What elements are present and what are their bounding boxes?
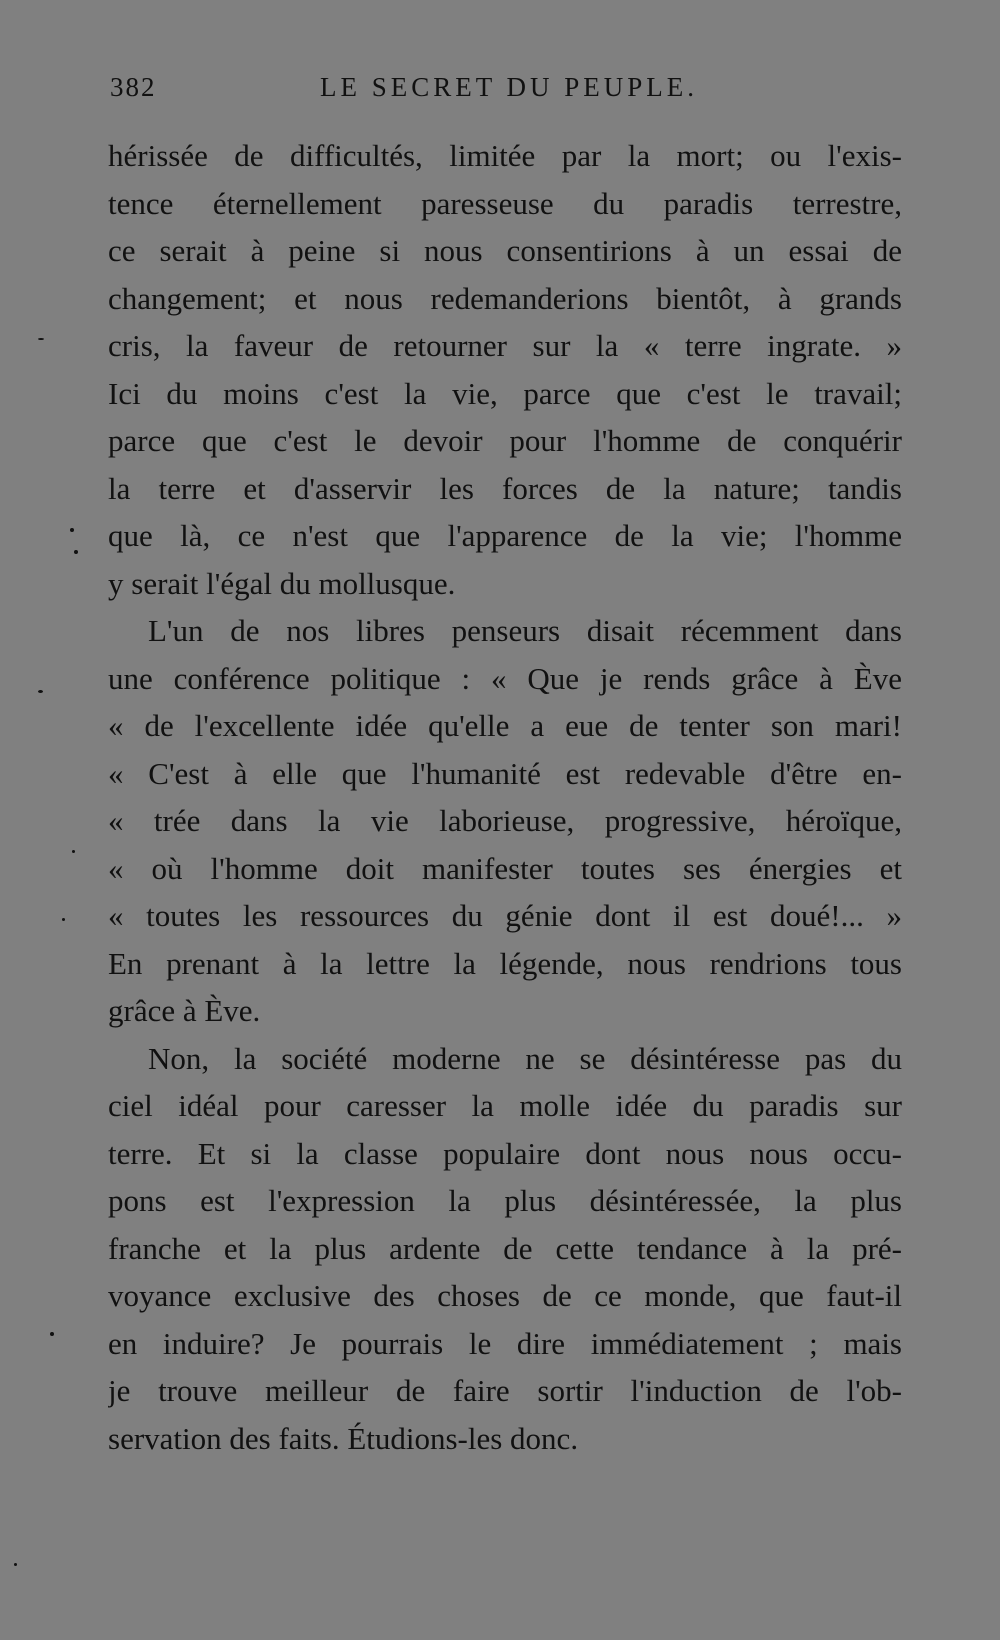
text-line: « trée dans la vie laborieuse, progressive, héroïque, bbox=[108, 803, 902, 838]
running-title: LE SECRET DU PEUPLE. bbox=[320, 72, 699, 102]
text-line: hérissée de difficultés, limitée par la mort; ou l'exis- bbox=[108, 138, 902, 173]
scan-speck bbox=[38, 690, 43, 693]
text-line: « toutes les ressources du génie dont il est doué!... » bbox=[108, 898, 902, 933]
text-line: « C'est à elle que l'humanité est redevable d'être en- bbox=[108, 755, 902, 791]
scan-speck bbox=[72, 850, 75, 853]
text-line: cris, la faveur de retourner sur la « terre ingrate. » bbox=[108, 328, 902, 363]
text-line: pons est l'expression la plus désintéressée, la plus bbox=[108, 1183, 902, 1218]
text-line: en induire? Je pourrais le dire immédiatement ; mais bbox=[108, 1325, 902, 1361]
text-line: grâce à Ève. bbox=[108, 993, 261, 1028]
text-line: la terre et d'asservir les forces de la nature; tandis bbox=[108, 470, 902, 506]
text-line: franche et la plus ardente de cette tendance à la pré- bbox=[108, 1230, 902, 1266]
text-line: « où l'homme doit manifester toutes ses énergies et bbox=[108, 850, 902, 886]
text-line: une conférence politique : « Que je rends grâce à Ève bbox=[108, 660, 902, 696]
text-line: Ici du moins c'est la vie, parce que c'est le travail; bbox=[108, 375, 902, 411]
text-line: « de l'excellente idée qu'elle a eue de tenter son mari! bbox=[108, 708, 902, 743]
text-line: ce serait à peine si nous consentirions à un essai de bbox=[108, 233, 902, 268]
scan-speck bbox=[62, 918, 65, 921]
scan-speck bbox=[70, 528, 74, 532]
scan-speck bbox=[74, 550, 78, 554]
text-line: servation des faits. Étudions-les donc. bbox=[108, 1420, 579, 1456]
text-line: ciel idéal pour caresser la molle idée du paradis sur bbox=[108, 1088, 902, 1123]
body-text bbox=[108, 132, 902, 1462]
scan-speck bbox=[38, 338, 44, 340]
text-line: tence éternellement paresseuse du paradis terrestre, bbox=[108, 185, 902, 221]
text-line: En prenant à la lettre la légende, nous rendrions tous bbox=[108, 945, 902, 981]
text-line: que là, ce n'est que l'apparence de la vie; l'homme bbox=[108, 518, 902, 553]
scan-speck bbox=[50, 1332, 54, 1336]
page-header bbox=[110, 72, 900, 108]
text-line: voyance exclusive des choses de ce monde, que faut-il bbox=[108, 1278, 902, 1313]
text-line: parce que c'est le devoir pour l'homme de conquérir bbox=[108, 423, 902, 458]
text-line: je trouve meilleur de faire sortir l'induction de l'ob- bbox=[108, 1373, 902, 1408]
text-line: L'un de nos libres penseurs disait récemment dans bbox=[148, 613, 902, 648]
page-number: 382 bbox=[110, 72, 157, 102]
text-line: terre. Et si la classe populaire dont nous nous occu- bbox=[108, 1135, 902, 1171]
text-line: y serait l'égal du mollusque. bbox=[108, 565, 456, 601]
text-line: Non, la société moderne ne se désintéresse pas du bbox=[148, 1040, 902, 1076]
text-line: changement; et nous redemanderions bientôt, à grands bbox=[108, 280, 902, 316]
scan-speck bbox=[14, 1563, 17, 1566]
